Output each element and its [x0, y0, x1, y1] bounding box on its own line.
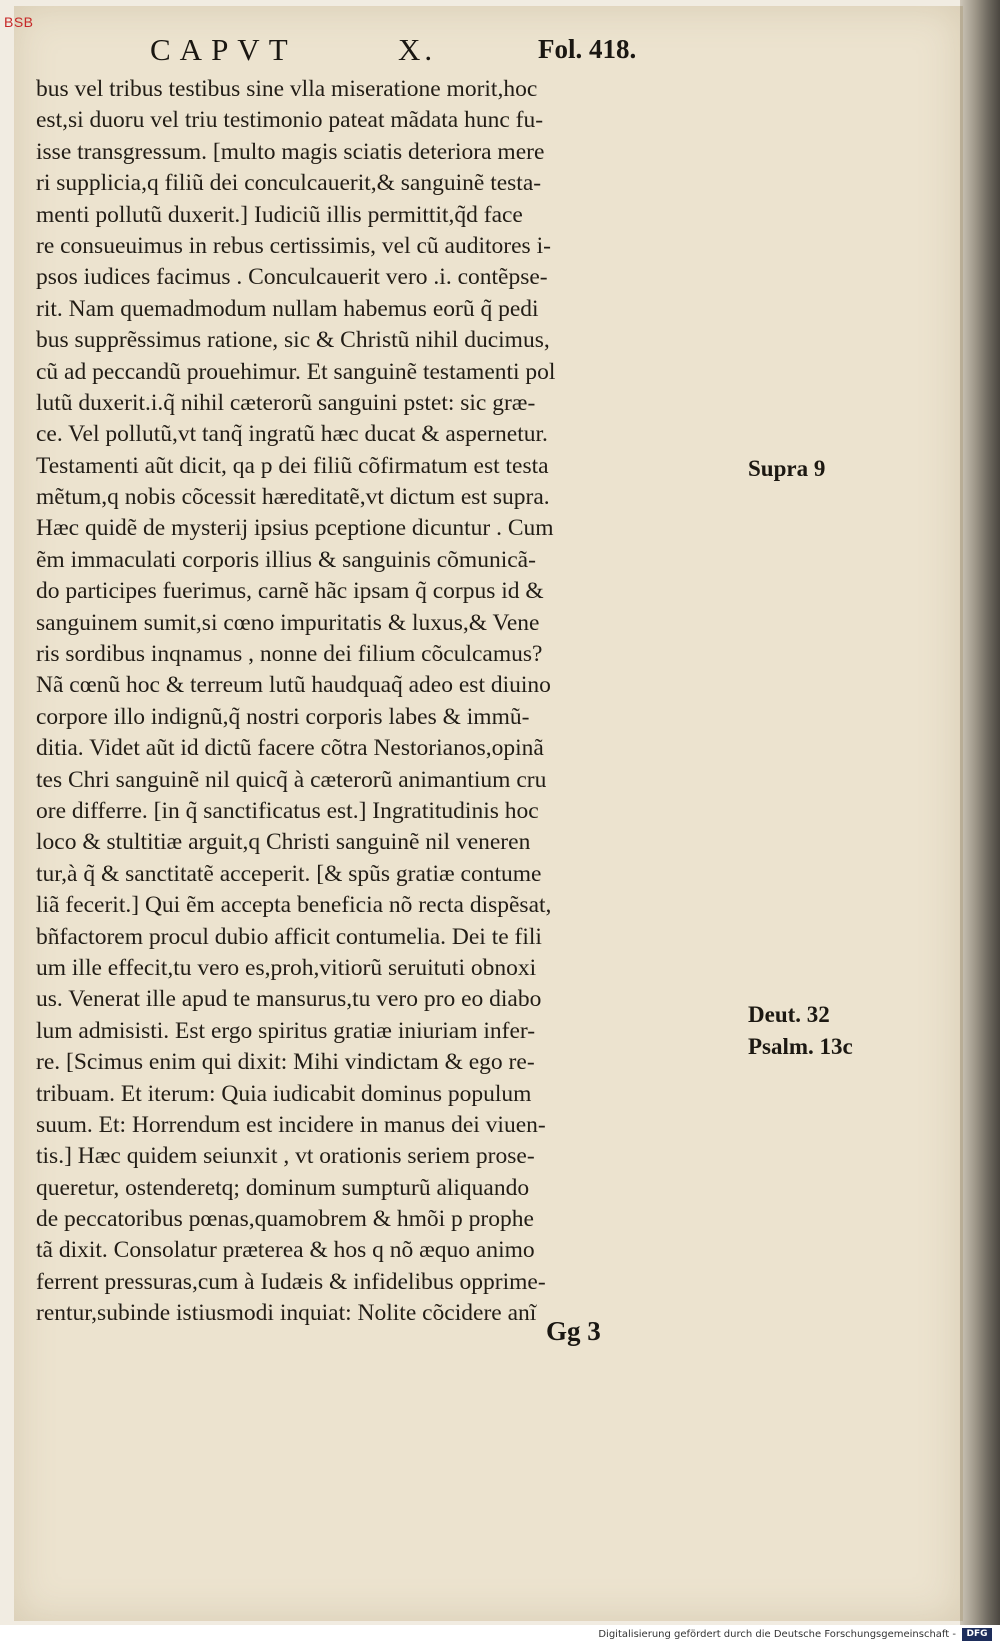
text-line: rentur,subinde istiusmodi inquiat: Nolite cõcidere anĩ	[36, 1300, 537, 1327]
text-line: lum admisisti. Est ergo spiritus gratiæ iniuriam infer-	[36, 1017, 536, 1044]
text-line: liã fecerit.] Qui ẽm accepta beneficia nõ recta dispẽsat,	[36, 892, 552, 919]
folio-number: Fol. 418.	[538, 34, 637, 64]
text-line: rit. Nam quemadmodum nullam habemus eorũ q̃ pedi	[36, 295, 539, 322]
margin-note-psalm: Psalm. 13c	[748, 1034, 853, 1059]
body-text	[36, 74, 712, 1330]
digitization-footer	[0, 1625, 1000, 1645]
text-line: ẽm immaculati corporis illius & sanguinis cõmunicã-	[36, 546, 536, 573]
text-line: est,si duoru vel triu testimonio pateat mãdata hunc fu-	[36, 107, 544, 134]
text-line: de peccatoribus pœnas,quamobrem & hmõi p prophe	[36, 1206, 534, 1233]
running-head-caput: CAPVT	[150, 32, 297, 67]
text-line: re. [Scimus enim qui dixit: Mihi vindictam & ego re-	[36, 1049, 535, 1076]
text-line: bñfactorem procul dubio afficit contumelia. Dei te fili	[36, 923, 542, 950]
text-line: bus supprẽssimus ratione, sic & Christũ nihil ducimus,	[36, 327, 550, 354]
text-line: ore differre. [in q̃ sanctificatus est.] Ingratitudinis hoc	[36, 797, 539, 824]
funding-credit: Digitalisierung gefördert durch die Deutsche Forschungsgemeinschaft -	[598, 1629, 956, 1640]
signature-mark: Gg 3	[546, 1316, 601, 1346]
margin-note-deut: Deut. 32	[748, 1002, 830, 1027]
text-line: re consueuimus in rebus certissimis, vel cũ auditores i-	[36, 232, 551, 259]
text-line: us. Venerat ille apud te mansurus,tu vero pro eo diabo	[36, 986, 542, 1013]
text-line: ferrent pressuras,cum à Iudæis & infidelibus opprime-	[36, 1268, 546, 1295]
text-line: um ille effecit,tu vero es,proh,vitiorũ seruituti obnoxi	[36, 954, 537, 981]
chapter-number: X.	[398, 32, 437, 67]
text-line: queretur, ostenderetq; dominum sumpturũ aliquando	[36, 1174, 530, 1201]
margin-note-supra: Supra 9	[748, 456, 826, 481]
text-line: menti pollutũ duxerit.] Iudiciũ illis permittit,q̃d face	[36, 201, 523, 228]
text-line: loco & stultitiæ arguit,q Christi sanguinẽ nil veneren	[36, 829, 531, 856]
text-line: tribuam. Et iterum: Quia iudicabit dominus populum	[36, 1080, 532, 1107]
text-line: psos iudices facimus . Conculcauerit vero .i. contẽpse-	[36, 264, 548, 291]
text-line: mẽtum,q nobis cõcessit hæreditatẽ,vt dictum est supra.	[36, 484, 550, 511]
text-line: sanguinem sumit,si cœno impuritatis & luxus,& Vene	[36, 609, 540, 636]
text-line: ri supplicia,q filiũ dei conculcauerit,& sanguinẽ testa-	[36, 170, 542, 197]
text-line: Testamenti aũt dicit, qa p dei filiũ cõfirmatum est testa	[36, 452, 549, 479]
text-line: corpore illo indignũ,q̃ nostri corporis labes & immũ-	[36, 703, 530, 730]
dfg-logo: DFG	[962, 1628, 992, 1641]
text-line: ditia. Videt aũt id dictũ facere cõtra Nestorianos,opinã	[36, 735, 544, 762]
text-line: tis.] Hæc quidem seiunxit , vt orationis seriem prose-	[36, 1143, 535, 1170]
book-binding-edge	[960, 0, 1000, 1625]
text-line: do participes fuerimus, carnẽ hãc ipsam q̃ corpus id &	[36, 578, 544, 605]
text-line: bus vel tribus testibus sine vlla miseratione morit,hoc	[36, 76, 538, 102]
library-mark: BSB	[4, 14, 34, 30]
text-line: Nã cœnũ hoc & terreum lutũ haudquaq̃ adeo est diuino	[36, 672, 551, 699]
text-line: lutũ duxerit.i.q̃ nihil cæterorũ sanguini pstet: sic græ-	[36, 389, 536, 416]
text-line: Hæc quidẽ de mysterij ipsius pceptione dicuntur . Cum	[36, 515, 554, 542]
text-line: tã dixit. Consolatur præterea & hos q nõ æquo animo	[36, 1237, 535, 1264]
text-line: tes Chri sanguinẽ nil quicq̃ à cæterorũ animantium cru	[36, 766, 547, 793]
page-header	[150, 32, 710, 72]
text-line: suum. Et: Horrendum est incidere in manus dei viuen-	[36, 1111, 546, 1138]
text-line: isse transgressum. [multo magis sciatis deteriora mere	[36, 138, 545, 165]
text-line: cũ ad peccandũ prouehimur. Et sanguinẽ testamenti pol	[36, 358, 556, 385]
text-line: ce. Vel pollutũ,vt tanq̃ ingratũ hæc ducat & aspernetur.	[36, 421, 548, 448]
text-line: ris sordibus inqnamus , nonne dei filium cõculcamus?	[36, 641, 543, 668]
text-line: tur,à q̃ & sanctitatẽ acceperit. [& spũs gratiæ contume	[36, 860, 542, 887]
